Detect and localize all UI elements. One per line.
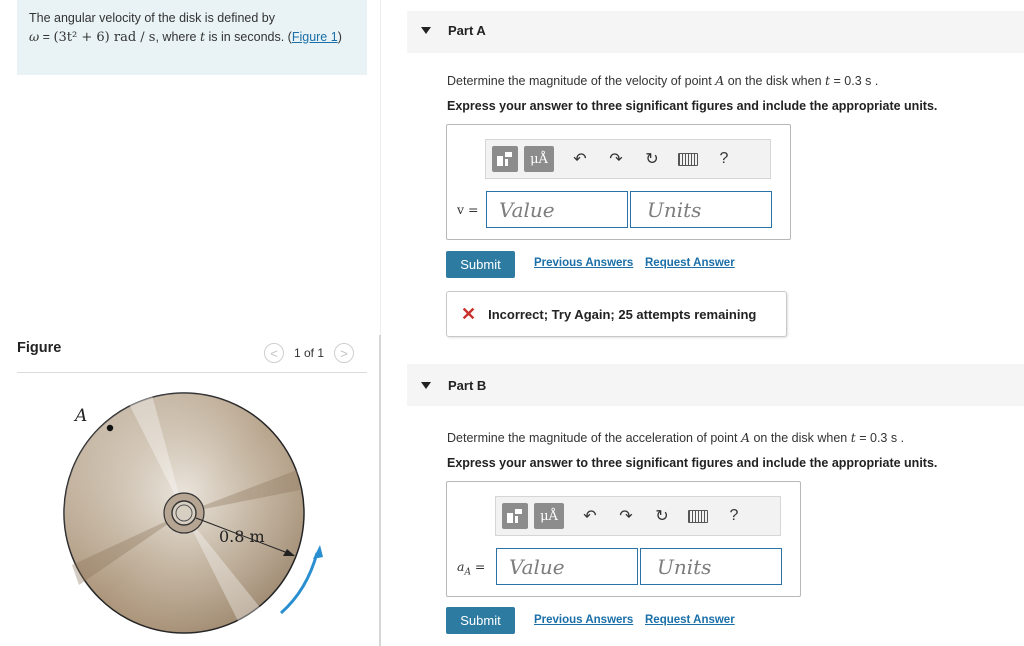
collapse-caret-icon[interactable]: [421, 27, 431, 34]
figure-title: Figure: [17, 340, 62, 356]
incorrect-icon: ✕: [461, 303, 477, 324]
part-b-units-input[interactable]: Units: [640, 548, 782, 585]
undo-icon[interactable]: ↶: [583, 508, 597, 525]
part-a-header[interactable]: [407, 11, 1024, 53]
column-divider: [379, 335, 381, 646]
part-a-submit-button[interactable]: Submit: [446, 251, 515, 278]
omega-symbol: ω: [29, 28, 40, 44]
units-symbols-button[interactable]: μÅ: [534, 503, 564, 529]
figure-divider: [17, 372, 367, 373]
feedback-message: Incorrect; Try Again; 25 attempts remaining: [488, 306, 757, 322]
part-a-question: Determine the magnitude of the velocity of point A on the disk when t = 0.3 s .: [447, 73, 879, 88]
radius-label: 0.8 m: [219, 527, 265, 546]
part-b-previous-answers-link[interactable]: Previous Answers: [534, 614, 634, 626]
part-a-title: Part A: [448, 23, 486, 38]
part-b-submit-button[interactable]: Submit: [446, 607, 515, 634]
omega-expression: (3t² + 6): [53, 29, 110, 45]
part-b-request-answer-link[interactable]: Request Answer: [645, 614, 735, 626]
part-a-previous-answers-link[interactable]: Previous Answers: [534, 257, 634, 269]
units-symbols-button[interactable]: μÅ: [524, 146, 554, 172]
prev-figure-button[interactable]: <: [264, 343, 284, 363]
problem-statement: The angular velocity of the disk is defined by ω = (3t² + 6) rad / s, where t is in seconds. (Figure 1): [29, 11, 342, 45]
pager-label: 1 of 1: [294, 346, 325, 360]
templates-button[interactable]: [502, 503, 528, 529]
part-b-title: Part B: [448, 378, 487, 393]
template-icon: [496, 151, 514, 167]
part-a-feedback: [446, 291, 787, 337]
template-icon: [506, 508, 524, 524]
point-a-dot: [107, 425, 113, 431]
part-a-units-input[interactable]: Units: [630, 191, 772, 228]
part-a-request-answer-link[interactable]: Request Answer: [645, 257, 735, 269]
part-b-instruction: Express your answer to three significant figures and include the appropriate units.: [447, 456, 938, 470]
undo-icon[interactable]: ↶: [573, 151, 587, 168]
keyboard-icon: [678, 153, 698, 166]
templates-button[interactable]: [492, 146, 518, 172]
point-a-label: A: [75, 406, 88, 426]
part-b-header[interactable]: [407, 364, 1024, 406]
help-button[interactable]: ?: [729, 507, 739, 524]
figure-pager: [264, 342, 354, 364]
omega-units: rad / s: [109, 29, 156, 45]
part-a-toolbar: [485, 139, 771, 179]
redo-icon[interactable]: ↷: [609, 151, 623, 168]
part-b-question: Determine the magnitude of the acceleration of point A on the disk when t = 0.3 s .: [447, 430, 905, 445]
collapse-caret-icon[interactable]: [421, 382, 431, 389]
part-a-value-input[interactable]: Value: [486, 191, 628, 228]
keyboard-button[interactable]: [670, 153, 706, 166]
reset-icon[interactable]: ↻: [655, 508, 669, 525]
part-b-variable-label: $a_A$ =: [457, 559, 486, 578]
part-a-instruction: Express your answer to three significant figures and include the appropriate units.: [447, 99, 938, 113]
reset-icon[interactable]: ↻: [645, 151, 659, 168]
figure-link[interactable]: Figure 1: [291, 29, 338, 44]
rotation-arrowhead: [313, 545, 323, 559]
column-divider-top: [380, 0, 381, 335]
help-button[interactable]: ?: [719, 150, 729, 167]
redo-icon[interactable]: ↷: [619, 508, 633, 525]
part-b-toolbar: [495, 496, 781, 536]
disk-figure: [17, 375, 367, 646]
next-figure-button[interactable]: >: [334, 343, 354, 363]
problem-line1: The angular velocity of the disk is defined by: [29, 11, 275, 25]
part-a-variable-label: v =: [457, 202, 479, 217]
part-b-value-input[interactable]: Value: [496, 548, 638, 585]
keyboard-button[interactable]: [680, 510, 716, 523]
keyboard-icon: [688, 510, 708, 523]
